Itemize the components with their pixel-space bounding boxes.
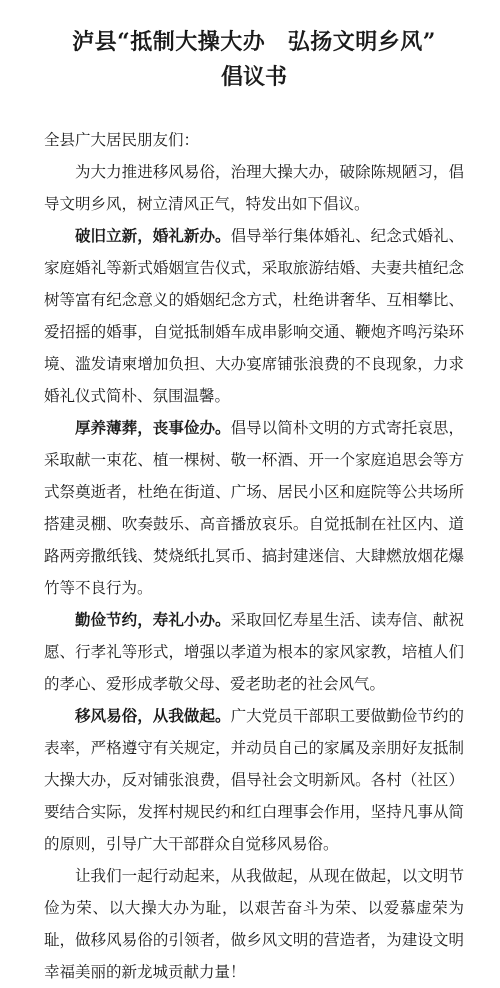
document-subtitle: 倡议书	[220, 64, 287, 90]
closing-paragraph: 让我们一起行动起来，从我做起，从现在做起，以文明节俭为荣、以大操大办为耻，以艰苦奋斗为荣、以爱慕虚荣为耻，做移风易俗的引领者，做乡风文明的营造者，为建设文明幸福美丽的新龙城贡献力量！	[44, 867, 464, 981]
section-lead: 勤俭节约，寿礼小办。	[75, 611, 231, 629]
intro-paragraph: 为大力推进移风易俗，治理大操大办，破除陈规陋习，倡导文明乡风，树立清风正气，特发出如下倡议。	[44, 163, 464, 213]
document-title: 泸县“抵制大操大办 弘扬文明乡风”	[72, 29, 436, 55]
section-body: 倡导举行集体婚礼、纪念式婚礼、家庭婚礼等新式婚姻宣告仪式，采取旅游结婚、夫妻共植纪念树等富有纪念意义的婚姻纪念方式，杜绝讲奢华、互相攀比、爱招摇的婚事，自觉抵制婚车成串影响交通、鞭炮齐鸣污染环境、滥发请柬增加负担、大办宴席铺张浪费的不良现象，力求婚礼仪式简朴、氛围温馨。	[44, 227, 464, 405]
section-birthday	[44, 604, 464, 700]
salutation: 全县广大居民朋友们：	[44, 131, 200, 149]
section-funeral	[44, 412, 464, 604]
section-lead: 厚养薄葬，丧事俭办。	[75, 419, 231, 437]
section-lead: 破旧立新，婚礼新办。	[75, 227, 231, 245]
section-body: 广大党员干部职工要做勤俭节约的表率，严格遵守有关规定，并动员自己的家属及亲朋好友抵制大操大办，反对铺张浪费，倡导社会文明新风。各村（社区）要结合实际，发挥村规民约和红白理事会作用，坚持凡事从简的原则，引导广大干部群众自觉移风易俗。	[44, 707, 464, 853]
section-reform	[44, 700, 464, 860]
section-body: 采取回忆寿星生活、读寿信、献祝愿、行孝礼等形式，增强以孝道为根本的家风家教，培植人们的孝心、爱形成孝敬父母、爱老助老的社会风气。	[44, 611, 464, 693]
section-lead: 移风易俗，从我做起。	[75, 707, 231, 725]
section-body: 倡导以简朴文明的方式寄托哀思，采取献一束花、植一棵树、敬一杯酒、开一个家庭追思会等方式祭奠逝者，杜绝在街道、广场、居民小区和庭院等公共场所搭建灵棚、吹奏鼓乐、高音播放哀乐。自觉抵制在社区内、道路两旁撒纸钱、焚烧纸扎冥币、搞封建迷信、大肆燃放烟花爆竹等不良行为。	[44, 419, 464, 597]
section-wedding	[44, 220, 464, 412]
